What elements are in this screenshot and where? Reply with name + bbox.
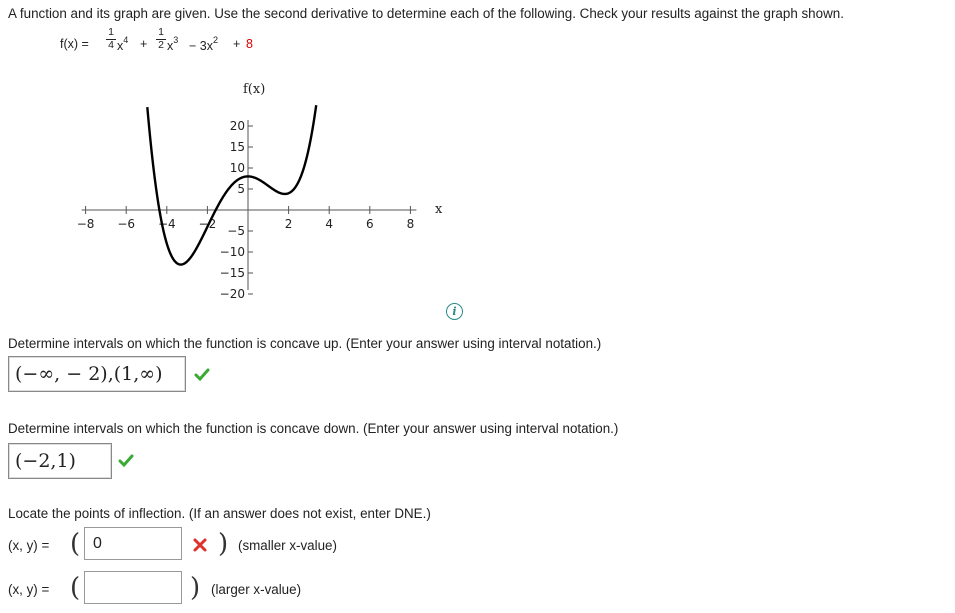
- info-icon[interactable]: i: [446, 303, 463, 320]
- x-tick-label: 6: [365, 217, 374, 231]
- x-tick-label: 4: [325, 217, 334, 231]
- open-paren: (: [70, 529, 81, 559]
- question-concave-up: Determine intervals on which the function is concave up. (Enter your answer using interval notation.): [8, 336, 602, 351]
- y-tick-label: −15: [219, 266, 245, 280]
- function-graph: [76, 78, 450, 318]
- term-x4: $x^4$: [117, 35, 129, 54]
- constant-term: 8: [246, 37, 253, 51]
- fraction-one-quarter: $\frac{1}{4}$: [106, 27, 116, 51]
- question-inflection-points: Locate the points of inflection. (If an answer does not exist, enter DNE.): [8, 506, 431, 521]
- plus-sign: +: [140, 37, 148, 51]
- question-concave-down: Determine intervals on which the function is concave down. (Enter your answer using interval notation.): [8, 421, 619, 436]
- inflection-point-2-label: (x, y) =: [8, 582, 50, 597]
- x-tick-label: −4: [157, 217, 176, 231]
- close-paren: ): [218, 529, 229, 559]
- x-tick-label: −2: [198, 217, 217, 231]
- function-lead: f(x) =: [60, 37, 89, 51]
- y-tick-label: −10: [219, 245, 245, 259]
- close-paren: ): [190, 573, 201, 603]
- inflection-point-2-note: (larger x-value): [211, 582, 302, 597]
- x-tick-label: −8: [76, 217, 95, 231]
- inflection-point-1-label: (x, y) =: [8, 538, 50, 553]
- x-axis-label: x: [435, 202, 443, 217]
- y-tick-label: 5: [237, 182, 245, 196]
- x-tick-label: −6: [117, 217, 136, 231]
- incorrect-x-icon: [193, 538, 207, 552]
- concave-up-answer[interactable]: (−∞, − 2),(1,∞): [8, 356, 186, 392]
- inflection-point-2-input[interactable]: [84, 571, 182, 604]
- inflection-point-1-input[interactable]: 0: [84, 527, 182, 560]
- y-tick-label: 10: [229, 161, 245, 175]
- y-tick-label: −5: [227, 224, 245, 238]
- concave-down-answer[interactable]: (−2,1): [8, 443, 112, 479]
- term-3x2: − $3x^2$: [189, 35, 218, 54]
- correct-check-icon: [194, 368, 210, 382]
- open-paren: (: [70, 573, 81, 603]
- question-prompt: A function and its graph are given. Use the second derivative to determine each of the following. Check your results against the graph shown.: [8, 6, 844, 21]
- plus-sign: +: [233, 37, 241, 51]
- x-tick-label: 8: [406, 217, 415, 231]
- correct-check-icon: [118, 454, 134, 468]
- fraction-one-half: $\frac{1}{2}$: [156, 27, 166, 51]
- y-tick-label: 20: [229, 119, 245, 133]
- y-axis-label: f(x): [243, 82, 266, 97]
- graph-axes: [82, 120, 417, 290]
- x-tick-label: 2: [284, 217, 293, 231]
- y-tick-label: 15: [229, 140, 245, 154]
- inflection-point-1-note: (smaller x-value): [238, 538, 337, 553]
- y-tick-label: −20: [219, 287, 245, 301]
- term-x3: $x^3$: [167, 35, 179, 54]
